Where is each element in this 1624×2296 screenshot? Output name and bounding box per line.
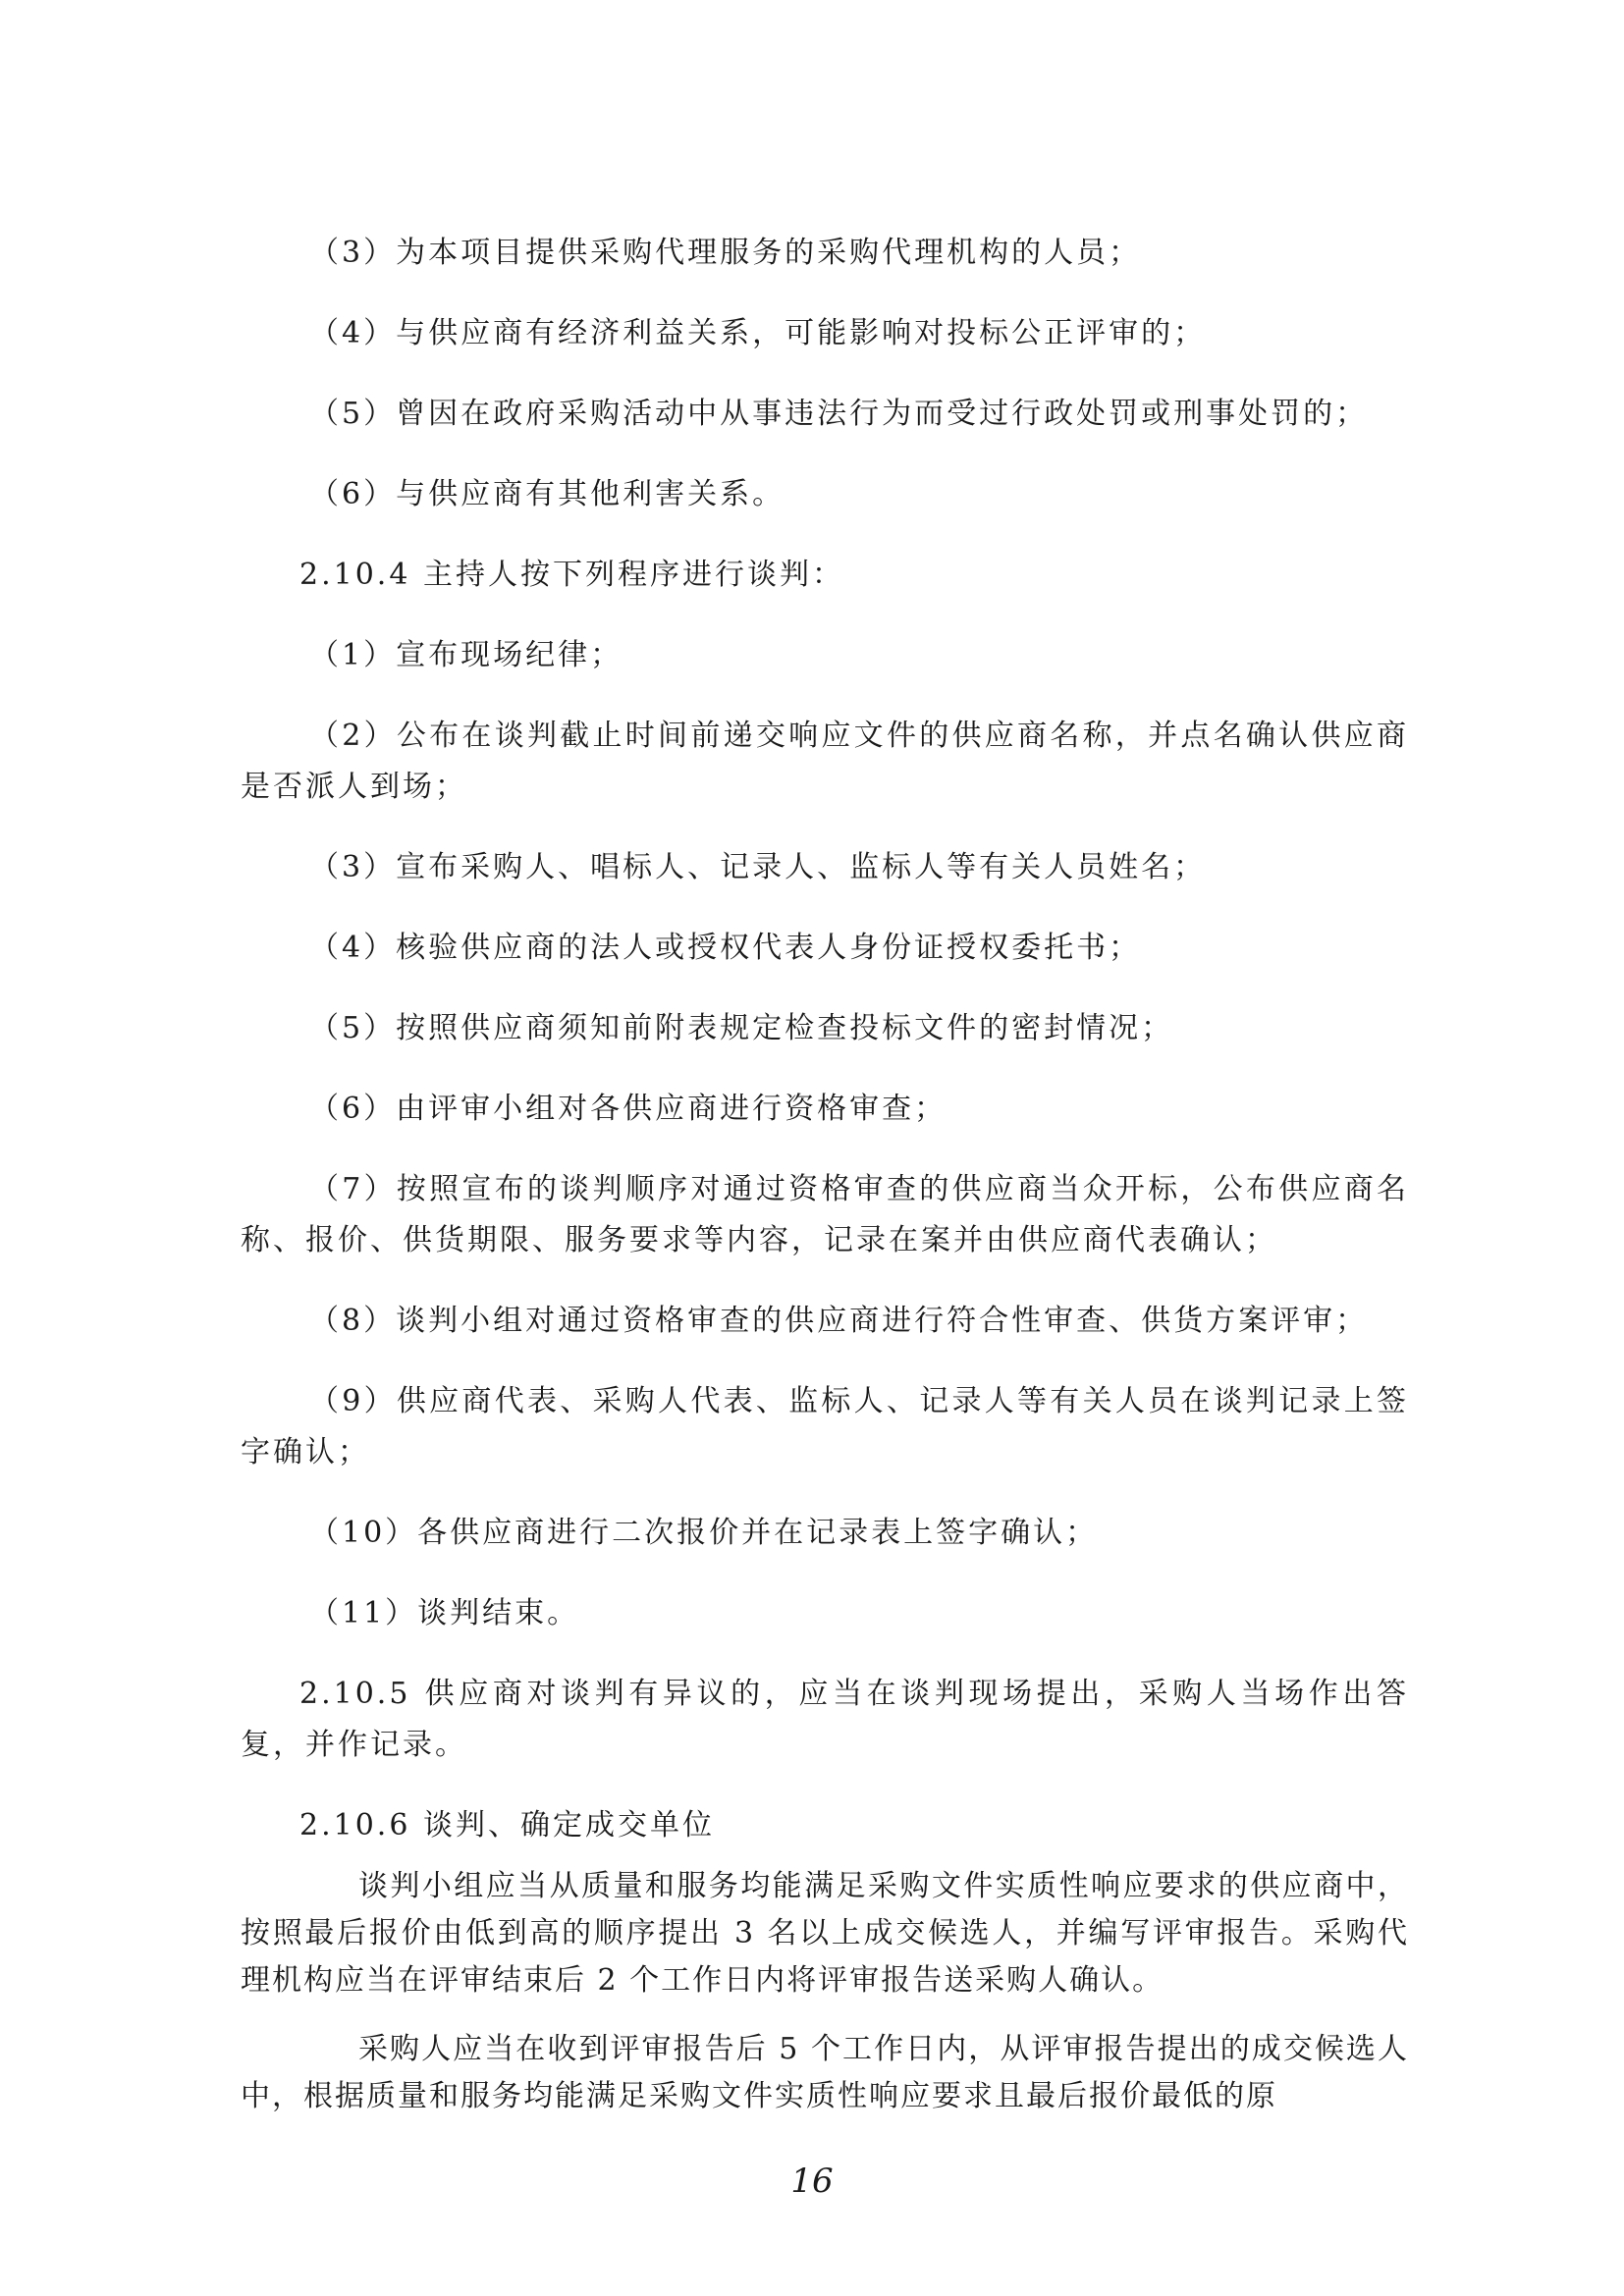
procedure-step-7: （7）按照宣布的谈判顺序对通过资格审查的供应商当众开标，公布供应商名称、报价、供货期限、服务要求等内容，记录在案并由供应商代表确认； [241,1172,1409,1257]
section-2-10-5-paragraph: 2.10.5 供应商对谈判有异议的，应当在谈判现场提出，采购人当场作出答复，并作记录。 [241,1677,1409,1762]
paragraph-6-other-interest: （6）与供应商有其他利害关系。 [309,477,785,511]
document-body [241,228,1409,2142]
procedure-step-1: （1）宣布现场纪律； [309,638,623,672]
procedure-step-2: （2）公布在谈判截止时间前递交响应文件的供应商名称，并点名确认供应商是否派人到场； [241,719,1409,804]
procedure-step-4: （4）核验供应商的法人或授权代表人身份证授权委托书； [309,931,1142,965]
purchaser-confirmation-paragraph: 采购人应当在收到评审报告后 5 个工作日内，从评审报告提出的成交候选人中，根据质量和服务均能满足采购文件实质性响应要求且最后报价最低的原 [241,2032,1409,2113]
procedure-step-11: （11）谈判结束。 [309,1596,580,1630]
procedure-step-9: （9）供应商代表、采购人代表、监标人、记录人等有关人员在谈判记录上签字确认； [241,1384,1409,1469]
paragraph-5-prior-penalty: （5）曾因在政府采购活动中从事违法行为而受过行政处罚或刑事处罚的； [309,397,1369,431]
procedure-step-5: （5）按照供应商须知前附表规定检查投标文件的密封情况； [309,1011,1174,1045]
negotiation-committee-paragraph: 谈判小组应当从质量和服务均能满足采购文件实质性响应要求的供应商中，按照最后报价由低到高的顺序提出 3 名以上成交候选人，并编写评审报告。采购代理机构应当在评审结束后 2 个工作日内将评审报告送采购人确认。 [241,1869,1409,1998]
procedure-step-3: （3）宣布采购人、唱标人、记录人、监标人等有关人员姓名； [309,850,1207,884]
procedure-step-6: （6）由评审小组对各供应商进行资格审查； [309,1092,947,1126]
page-number: 16 [790,2162,834,2201]
procedure-step-10: （10）各供应商进行二次报价并在记录表上签字确认； [309,1516,1099,1550]
section-2-10-4-heading: 2.10.4 主持人按下列程序进行谈判： [299,558,844,592]
paragraph-4-economic-interest: （4）与供应商有经济利益关系，可能影响对投标公正评审的； [309,316,1207,350]
section-2-10-6-heading: 2.10.6 谈判、确定成交单位 [299,1808,715,1842]
paragraph-3-procurement-agency-staff: （3）为本项目提供采购代理服务的采购代理机构的人员； [309,236,1142,270]
procedure-step-8: （8）谈判小组对通过资格审查的供应商进行符合性审查、供货方案评审； [309,1304,1369,1338]
